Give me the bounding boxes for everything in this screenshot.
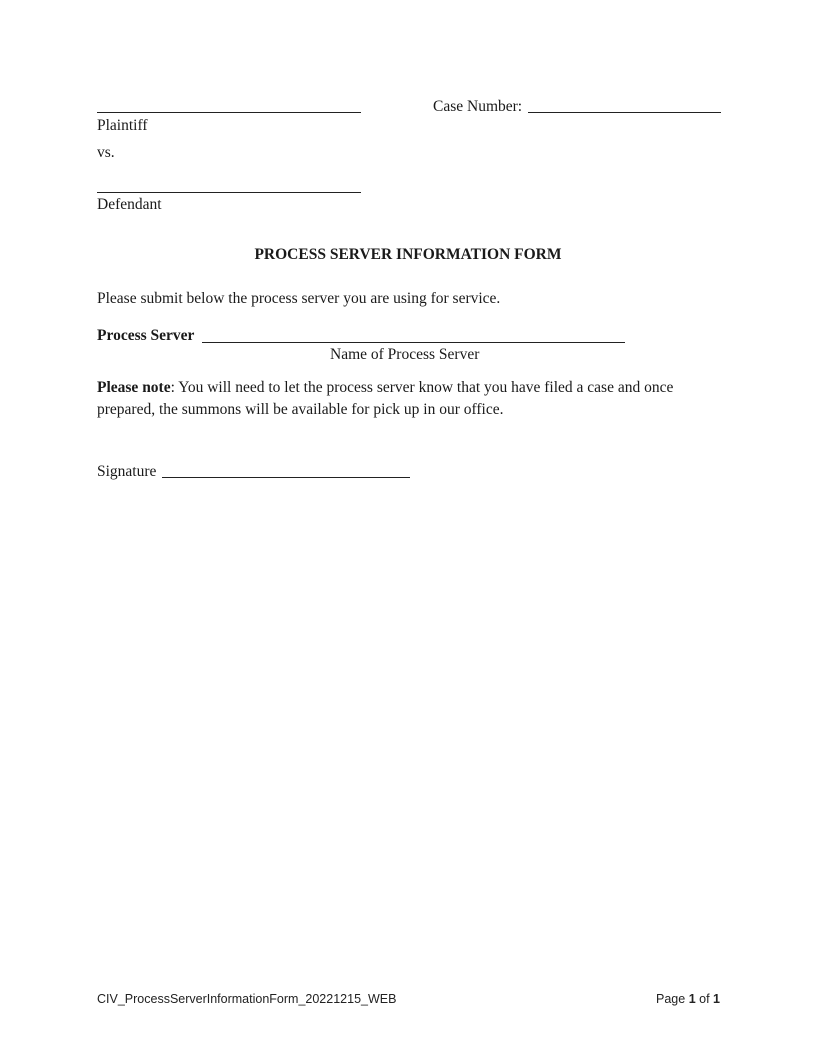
case-number-line[interactable] bbox=[528, 112, 721, 113]
signature-line[interactable] bbox=[162, 477, 410, 478]
process-server-line[interactable] bbox=[202, 342, 625, 343]
instruction-text: Please submit below the process server you are using for service. bbox=[97, 290, 501, 307]
plaintiff-line[interactable] bbox=[97, 112, 361, 113]
versus-text: vs. bbox=[97, 144, 115, 161]
process-server-sublabel: Name of Process Server bbox=[330, 346, 480, 363]
plaintiff-label: Plaintiff bbox=[97, 117, 148, 134]
footer-page-number bbox=[656, 993, 720, 1006]
form-title: PROCESS SERVER INFORMATION FORM bbox=[254, 246, 562, 263]
case-number-label: Case Number: bbox=[433, 98, 523, 115]
defendant-line[interactable] bbox=[97, 192, 361, 193]
note-label: Please note bbox=[97, 379, 171, 396]
note-paragraph bbox=[97, 377, 727, 421]
page-total: 1 bbox=[713, 992, 720, 1006]
page-current: 1 bbox=[688, 992, 696, 1006]
signature-label: Signature bbox=[97, 463, 157, 480]
page-word: Page bbox=[656, 992, 686, 1006]
page-of: of bbox=[699, 992, 710, 1006]
process-server-label: Process Server bbox=[97, 327, 195, 344]
defendant-label: Defendant bbox=[97, 196, 162, 213]
footer-document-id: CIV_ProcessServerInformationForm_20221215_WEB bbox=[97, 992, 397, 1006]
note-text: : You will need to let the process server know that you have filed a case and once prepared, the summons will be available for pick up in our office. bbox=[97, 379, 674, 418]
